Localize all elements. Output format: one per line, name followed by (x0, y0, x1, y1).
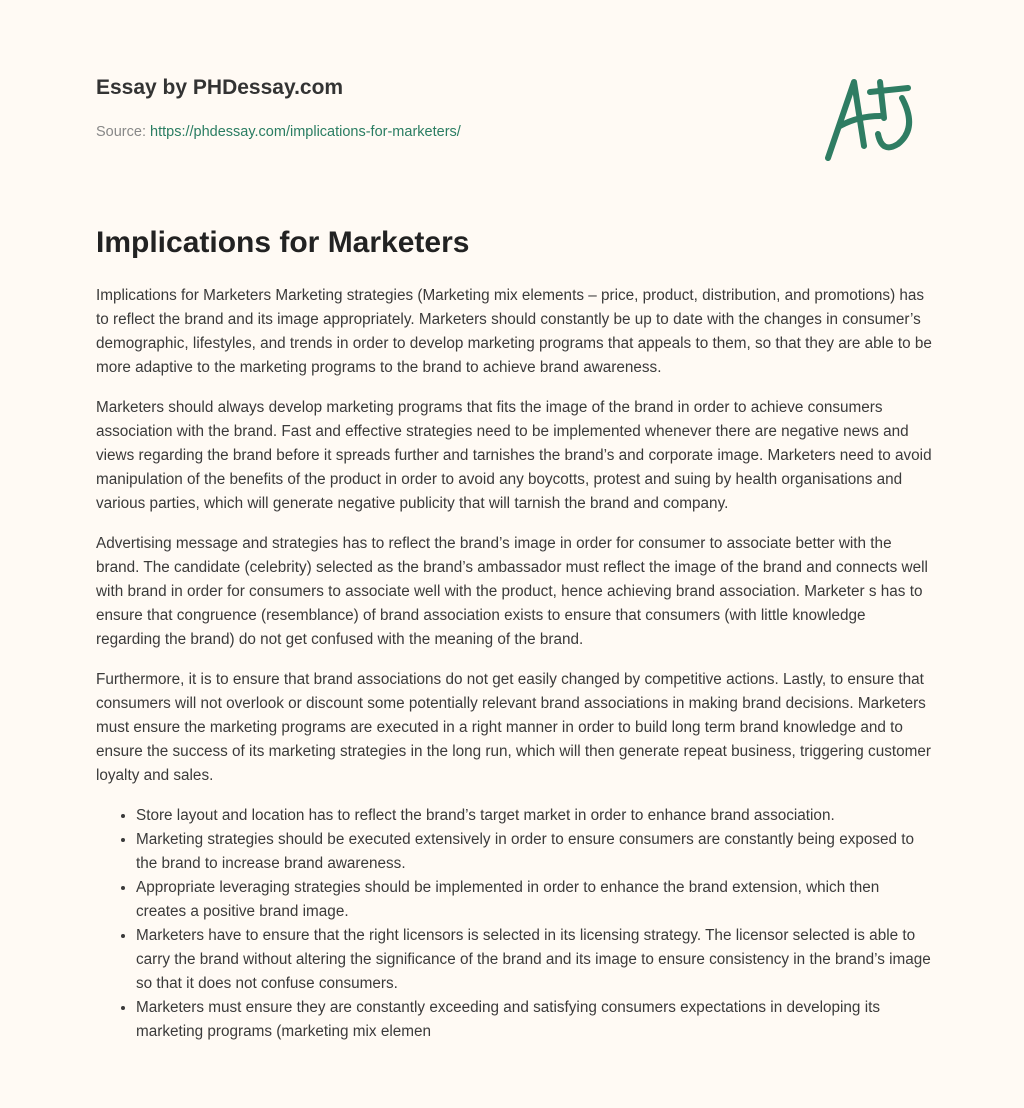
list-item: • Marketers have to ensure that the right licensors is selected in its licensing strategy. The licensor selected is able to carry the brand without altering the significance of the brand and its image to ensure consistency in the brand’s image so that it does not confuse consumers. (136, 924, 932, 996)
a-plus-logo-icon (818, 68, 928, 168)
bullet-list (96, 804, 932, 1044)
source-link[interactable]: https://phdessay.com/implications-for-marketers/ (150, 124, 461, 140)
list-item: • Marketers must ensure they are constantly exceeding and satisfying consumers expectations in developing its marketing programs (marketing mix elemen (136, 996, 932, 1044)
paragraph: Implications for Marketers Marketing strategies (Marketing mix elements – price, product, distribution, and promotions) has to reflect the brand and its image appropriately. Marketers should constantly be up to date with the changes in consumer’s demographic, lifestyles, and trends in order to develop marketing programs that appeals to them, so that they are able to be more adaptive to the marketing programs to the brand to achieve brand awareness. (96, 287, 932, 376)
paragraph: Marketers should always develop marketing programs that fits the image of the brand in order to achieve consumers association with the brand. Fast and effective strategies need to be implemented whenever there are negative news and views regarding the brand before it spreads further and tarnishes the brand’s and corporate image. Marketers need to avoid manipulation of the benefits of the product in order to avoid any boycotts, protest and suing by health organisations and various parties, which will generate negative publicity that will tarnish the brand and company. (96, 399, 932, 512)
source-line (96, 124, 461, 140)
site-title: Essay by PHDessay.com (96, 76, 344, 99)
list-item: • Appropriate leveraging strategies should be implemented in order to enhance the brand extension, which then creates a positive brand image. (136, 876, 932, 924)
paragraph: Furthermore, it is to ensure that brand associations do not get easily changed by competitive actions. Lastly, to ensure that consumers will not overlook or discount some potentially relevant brand associations in making brand decisions. Marketers must ensure the marketing programs are executed in a right manner in order to build long term brand knowledge and to ensure the success of its marketing strategies in the long run, which will then generate repeat business, triggering customer loyalty and sales. (96, 671, 931, 784)
source-label: Source: (96, 124, 146, 140)
list-item: • Marketing strategies should be executed extensively in order to ensure consumers are constantly being exposed to the brand to increase brand awareness. (136, 828, 932, 876)
article-title: Implications for Marketers (96, 226, 470, 259)
article-body (96, 284, 932, 1044)
list-item: • Store layout and location has to reflect the brand’s target market in order to enhance brand association. (136, 804, 932, 828)
paragraph: Advertising message and strategies has to reflect the brand’s image in order for consumer to associate better with the brand. The candidate (celebrity) selected as the brand’s ambassador must reflect the image of the brand and connects well with brand in order for consumers to associate well with the product, hence achieving brand association. Marketer s has to ensure that congruence (resemblance) of brand association exists to ensure that consumers (with little knowledge regarding the brand) do not get confused with the meaning of the brand. (96, 535, 928, 648)
